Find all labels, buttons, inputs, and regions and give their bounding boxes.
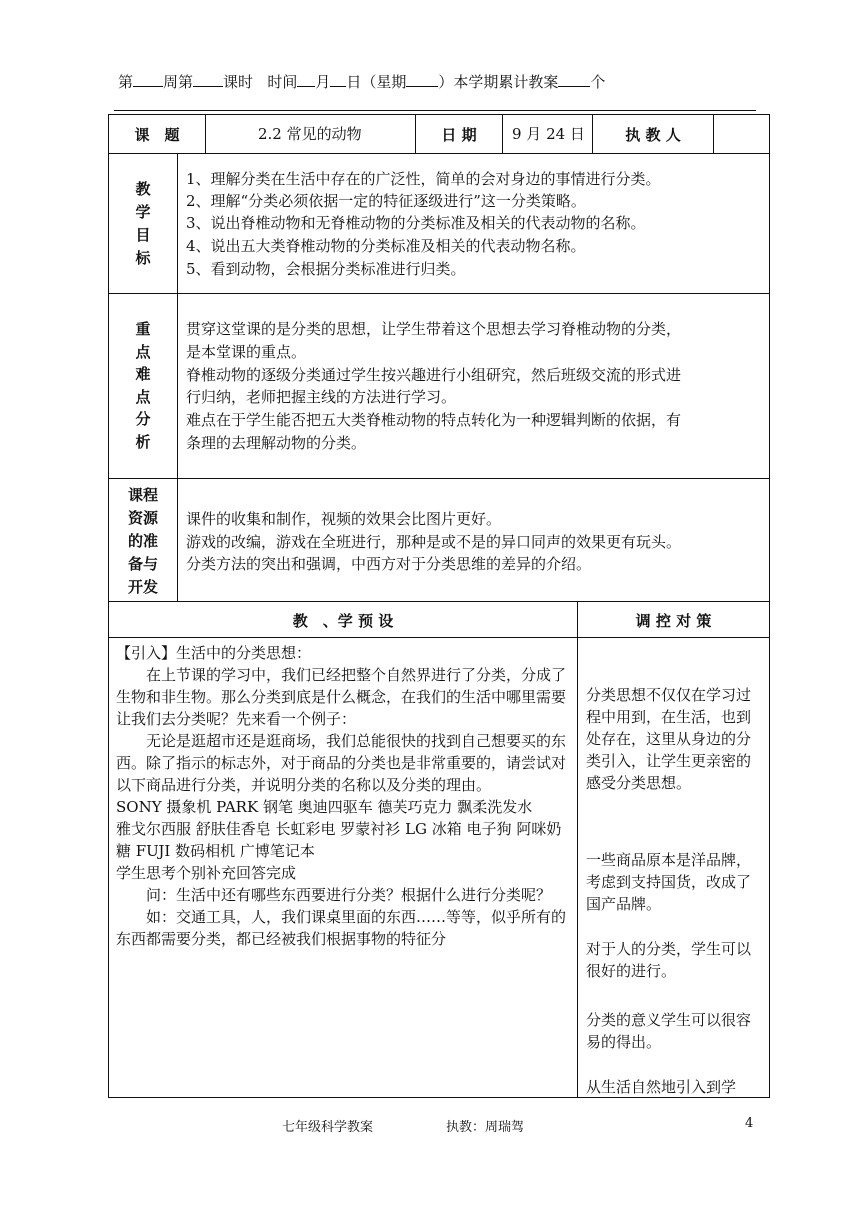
resources-line: 分类方法的突出和强调，中西方对于分类思维的差异的介绍。 [186, 555, 592, 573]
goal-item: 4、说出五大类脊椎动物的分类标准及相关的代表动物名称。 [186, 237, 586, 255]
header-cumulative: ）本学期累计教案 [438, 73, 559, 91]
keypoints-line: 难点在于学生能否把五大类脊椎动物的特点转化为一种逻辑判断的依据，有 [186, 411, 682, 429]
keypoints-line: 条理的去理解动物的分类。 [186, 434, 367, 452]
footer-teacher: 执教：周瑞驾 [446, 1120, 525, 1135]
intro-heading: 【引入】生活中的分类思想： [116, 644, 312, 662]
strategy-note: 对于人的分类，学生可以很好的进行。 [586, 940, 752, 980]
resources-line: 课件的收集和制作，视频的效果会比图片更好。 [186, 510, 502, 528]
header-count-unit: 个 [590, 73, 606, 91]
blank-lesson [193, 72, 223, 87]
product-list: SONY 摄象机 PARK 钢笔 奥迪四驱车 德芙巧克力 飘柔洗发水 [116, 798, 533, 816]
header-time: 时间 [267, 73, 298, 91]
date-label: 日 期 [441, 126, 477, 144]
resources-label: 课程 资源 的准 备与 开发 [127, 486, 158, 596]
keypoints-line: 脊椎动物的逐级分类通过学生按兴趣进行小组研究，然后班级交流的形式进 [186, 366, 682, 384]
product-list: 雅戈尔西服 舒肤佳香皂 长虹彩电 罗蒙衬衫 LG 冰箱 电子狗 阿咪奶糖 FUJI 数码相机 广博笔记本 [116, 820, 562, 860]
subject-label: 课 题 [134, 126, 180, 144]
header-week-prefix: 第 [118, 73, 134, 91]
blank-month [297, 72, 315, 87]
footer-course: 七年级科学教案 [282, 1120, 374, 1135]
keypoints-line: 贯穿这堂课的是分类的思想，让学生带着这个思想去学习脊椎动物的分类， [186, 320, 682, 338]
header-lesson-prefix: 周第 [163, 73, 194, 91]
lesson-header [118, 71, 605, 92]
teaching-paragraph: 学生思考个别补充回答完成 [116, 864, 297, 882]
blank-count [558, 72, 590, 87]
goals-label: 教 学 目 标 [135, 180, 151, 267]
goal-item: 5、看到动物，会根据分类标准进行归类。 [186, 260, 466, 278]
header-weekday: 日（星期 [346, 73, 407, 91]
strategy-header: 调 控 对 策 [635, 612, 712, 630]
keypoints-line: 行归纳，老师把握主线的方法进行学习。 [186, 388, 457, 406]
keypoints-label: 重 点 难 点 分 析 [135, 320, 151, 451]
resources-line: 游戏的改编，游戏在全班进行，那种是或不是的异口同声的效果更有玩头。 [186, 533, 682, 551]
blank-week [133, 72, 163, 87]
header-month: 月 [315, 73, 331, 91]
header-lesson-suffix: 课时 [223, 73, 254, 91]
teaching-paragraph: 无论是逛超市还是逛商场，我们总能很快的找到自己想要买的东西。除了指示的标志外，对于商品的分类也是非常重要的，请尝试对以下商品进行分类，并说明分类的名称以及分类的理由。 [116, 732, 567, 794]
goal-item: 1、理解分类在生活中存在的广泛性，简单的会对身边的事情进行分类。 [186, 170, 661, 188]
strategy-note: 一些商品原本是洋品牌，考虑到支持国货，改成了国产品牌。 [586, 851, 752, 913]
blank-weekday [406, 72, 438, 87]
strategy-note: 从生活自然地引入到学 [586, 1078, 737, 1096]
strategy-note: 分类的意义学生可以很容易的得出。 [586, 1011, 752, 1051]
teaching-plan-body [116, 642, 572, 950]
teaching-plan-header: 教 、学 预 设 [292, 612, 394, 630]
date-value: 9 月 24 日 [512, 125, 585, 143]
goal-item: 3、说出脊椎动物和无脊椎动物的分类标准及相关的代表动物的名称。 [186, 214, 646, 232]
goal-item: 2、理解“分类必须依据一定的特征逐级进行”这一分类策略。 [186, 192, 586, 210]
keypoints-line: 是本堂课的重点。 [186, 343, 307, 361]
teacher-label: 执 教 人 [625, 126, 681, 144]
teaching-paragraph: 如：交通工具，人，我们课桌里面的东西……等等，似乎所有的东西都需要分类，都已经被我们根据事物的特征分 [116, 908, 567, 948]
teaching-paragraph: 在上节课的学习中，我们已经把整个自然界进行了分类，分成了生物和非生物。那么分类到底是什么概念，在我们的生活中哪里需要让我们去分类呢？先来看一个例子： [116, 666, 567, 728]
teaching-paragraph: 问：生活中还有哪些东西要进行分类？根据什么进行分类呢？ [146, 886, 552, 904]
strategy-note: 分类思想不仅仅在学习过程中用到，在生活，也到处存在，这里从身边的分类引入，让学生更亲密的感受分类思想。 [586, 686, 752, 792]
header-rule [114, 110, 756, 111]
page-number: 4 [745, 1116, 754, 1131]
blank-day [330, 72, 346, 87]
subject-value: 2.2 常见的动物 [258, 125, 362, 143]
